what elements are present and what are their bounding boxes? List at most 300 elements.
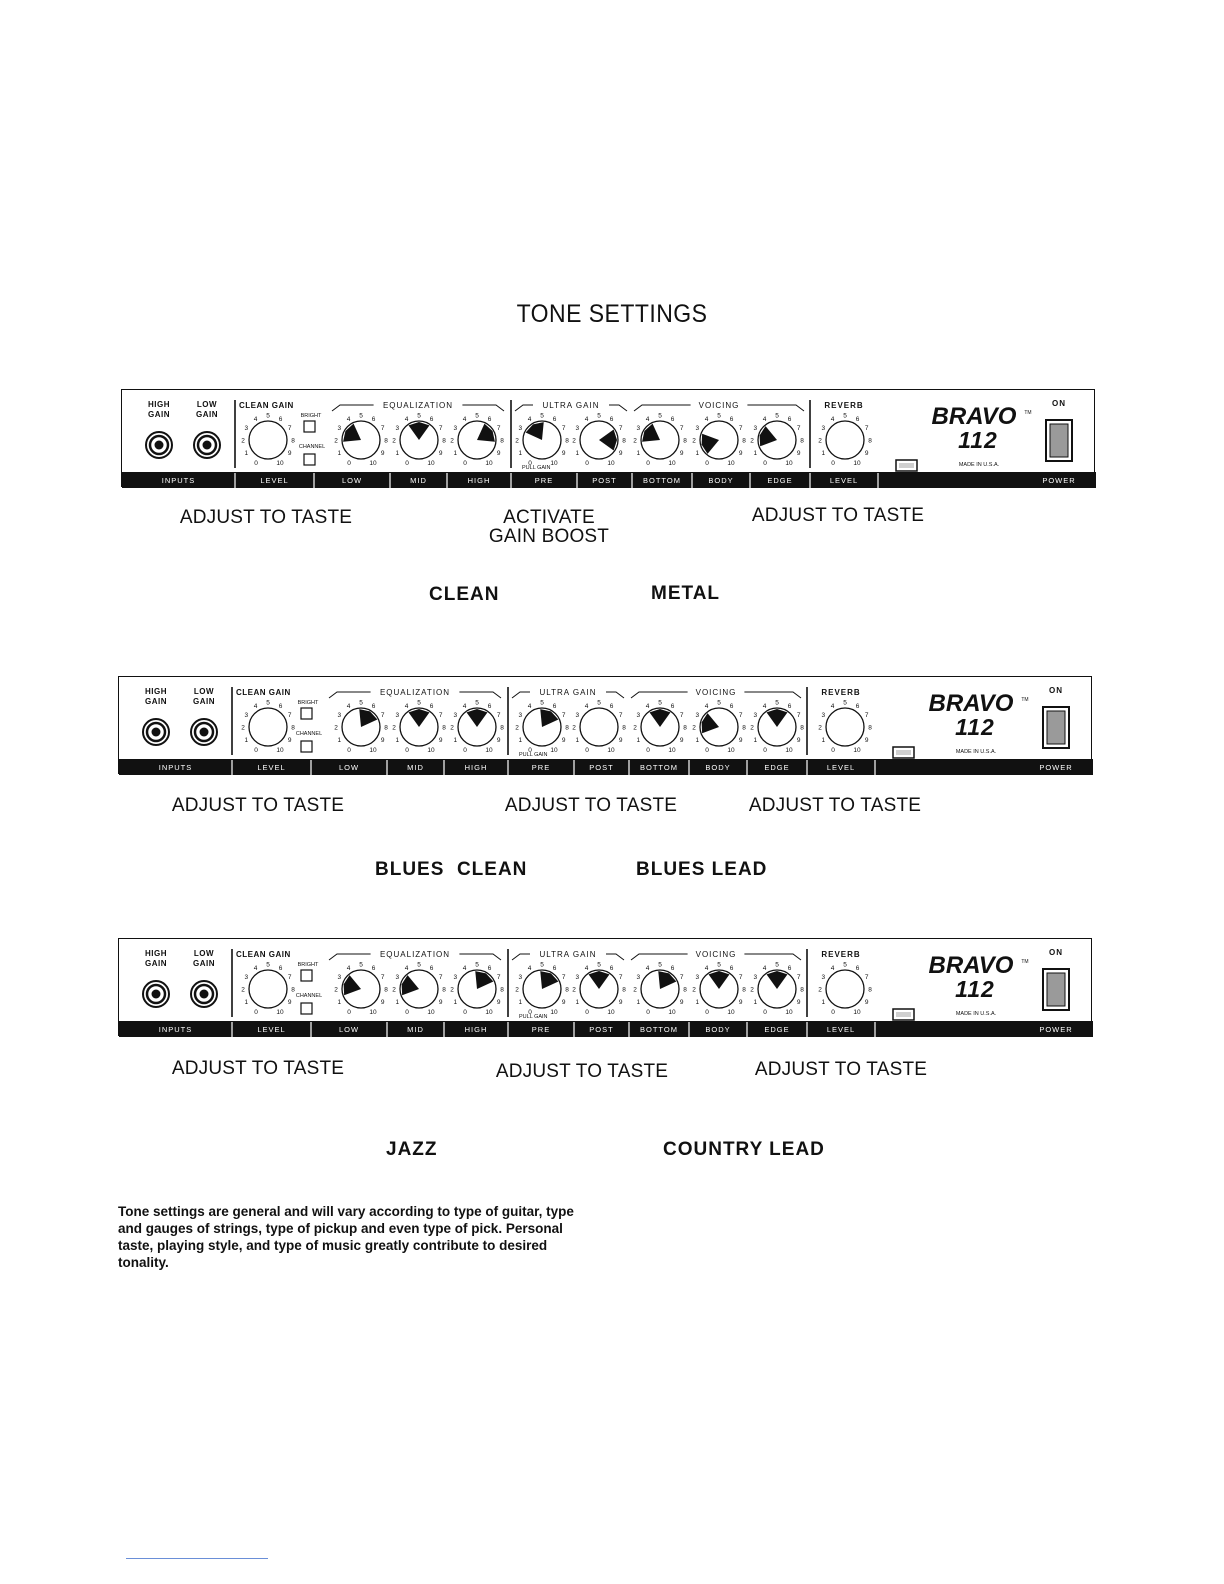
high-gain-label: HIGH: [145, 687, 167, 696]
dial-number: 9: [380, 450, 385, 457]
dial-number: 3: [395, 712, 400, 719]
dial-number: 2: [392, 724, 396, 732]
low-knob[interactable]: [334, 413, 388, 468]
dial-number: 4: [645, 702, 650, 710]
dial-number: 9: [864, 737, 869, 744]
dial-number: 6: [670, 964, 675, 972]
dial-number: 1: [244, 737, 249, 744]
dial-number: 4: [462, 415, 467, 423]
made-in-label: MADE IN U.S.A.: [958, 462, 1000, 468]
dial-number: 5: [359, 961, 363, 969]
dial-number: 3: [518, 712, 523, 719]
dial-number: 7: [796, 712, 801, 719]
channel-label: CHANNEL: [298, 444, 326, 450]
dial-number: 6: [278, 964, 283, 972]
high-knob[interactable]: [450, 962, 504, 1017]
bar-label: EDGE: [764, 763, 790, 772]
trademark: TM: [1024, 410, 1032, 416]
high-knob[interactable]: [450, 413, 504, 468]
dial-number: 2: [818, 724, 822, 732]
dial-number: 3: [575, 974, 580, 981]
reverb-level-knob[interactable]: [818, 962, 872, 1017]
voicing-bracket: [631, 688, 801, 698]
mid-knob[interactable]: [392, 413, 446, 468]
model-number: 112: [958, 427, 998, 453]
dial-number: 7: [380, 425, 385, 432]
dial-number: 3: [821, 712, 826, 719]
bright-switch[interactable]: [304, 421, 315, 432]
bar-label: LOW: [338, 763, 360, 772]
dial-number: 1: [244, 999, 249, 1006]
dial-number: 6: [729, 702, 734, 710]
dial-number: 10: [727, 747, 735, 754]
ultra-gain-bracket-label: ULTRA GAIN: [539, 950, 597, 959]
dial-number: 4: [404, 415, 409, 423]
dial-number: 5: [775, 699, 779, 707]
dial-number: 0: [646, 460, 650, 467]
clean-level-knob[interactable]: [241, 962, 295, 1017]
clean-level-knob[interactable]: [241, 413, 295, 468]
bottom-knob[interactable]: [633, 413, 687, 468]
equalization-bracket: [332, 401, 504, 411]
trademark: TM: [1021, 697, 1029, 703]
dial-number: 6: [552, 415, 557, 423]
post-knob[interactable]: [572, 962, 626, 1017]
pull-gain-label: PULL GAIN: [522, 465, 551, 471]
dial-number: 10: [427, 460, 435, 467]
bar-label: EDGE: [767, 476, 793, 485]
dial-number: 5: [266, 412, 270, 420]
dial-number: 10: [785, 460, 793, 467]
dial-number: 10: [485, 460, 493, 467]
bar-label: POST: [589, 1025, 614, 1034]
dial-number: 2: [392, 986, 396, 994]
dial-number: 6: [670, 702, 675, 710]
edge-knob[interactable]: [750, 700, 804, 755]
dial-number: 5: [417, 699, 421, 707]
dial-number: 8: [622, 724, 626, 732]
low-gain-label: GAIN: [193, 697, 215, 706]
bar-label: PRE: [531, 1025, 551, 1034]
dial-number: 2: [450, 437, 454, 445]
edge-knob[interactable]: [750, 413, 804, 468]
edge-knob[interactable]: [750, 962, 804, 1017]
dial-number: 0: [254, 1009, 258, 1016]
dial-number: 7: [864, 712, 869, 719]
low-gain-input-jack[interactable]: [191, 719, 217, 745]
dial-number: 8: [683, 986, 687, 994]
dial-number: 1: [395, 737, 400, 744]
low-knob[interactable]: [334, 962, 388, 1017]
dial-number: 6: [278, 702, 283, 710]
dial-number: 5: [540, 961, 544, 969]
bar-label: POWER: [1039, 1025, 1073, 1034]
dial-number: 9: [287, 450, 292, 457]
dial-number: 10: [727, 1009, 735, 1016]
voicing-bracket-label: VOICING: [698, 401, 740, 410]
setting-note: [728, 506, 948, 525]
dial-number: 2: [515, 437, 519, 445]
body-knob[interactable]: [692, 962, 746, 1017]
ultra-gain-bracket: [515, 401, 627, 411]
dial-number: 10: [727, 460, 735, 467]
dial-number: 3: [695, 425, 700, 432]
dial-number: 1: [337, 737, 342, 744]
dial-number: 10: [853, 747, 861, 754]
dial-number: 10: [276, 460, 284, 467]
dial-number: 5: [775, 412, 779, 420]
dial-number: 0: [405, 747, 409, 754]
high-gain-input-jack[interactable]: [143, 719, 169, 745]
voicing-bracket-label: VOICING: [695, 950, 737, 959]
bottom-knob[interactable]: [633, 962, 687, 1017]
bright-switch[interactable]: [301, 708, 312, 719]
dial-number: 10: [668, 460, 676, 467]
ultra-gain-bracket: [512, 950, 624, 960]
dial-number: 9: [618, 450, 623, 457]
dial-number: 2: [572, 986, 576, 994]
bar-label: LOW: [338, 1025, 360, 1034]
pre-knob[interactable]: [515, 700, 569, 755]
dial-number: 3: [453, 425, 458, 432]
dial-number: 1: [453, 737, 458, 744]
dial-number: 10: [485, 747, 493, 754]
dial-number: 0: [463, 460, 467, 467]
dial-number: 5: [775, 961, 779, 969]
dial-number: 1: [695, 737, 700, 744]
dial-number: 9: [796, 999, 801, 1006]
dial-number: 6: [609, 964, 614, 972]
dial-number: 5: [417, 412, 421, 420]
bar-label: LEVEL: [826, 763, 856, 772]
equalization-bracket: [329, 950, 501, 960]
dial-number: 0: [763, 460, 767, 467]
dial-number: 1: [453, 999, 458, 1006]
dial-number: 3: [636, 425, 641, 432]
dial-number: 8: [742, 437, 746, 445]
dial-number: 7: [679, 712, 684, 719]
channel-switch[interactable]: [301, 1003, 312, 1014]
dial-number: 2: [241, 986, 245, 994]
dial-number: 9: [287, 737, 292, 744]
dial-number: 2: [750, 986, 754, 994]
dial-number: 0: [705, 1009, 709, 1016]
dial-number: 4: [584, 702, 589, 710]
dial-number: 3: [395, 425, 400, 432]
bar-label: LEVEL: [257, 1025, 286, 1034]
dial-number: 4: [346, 415, 351, 423]
channel-switch[interactable]: [304, 454, 315, 465]
dial-number: 7: [738, 425, 743, 432]
dial-number: 1: [753, 999, 758, 1006]
dial-number: 5: [717, 699, 721, 707]
body-knob[interactable]: [692, 413, 746, 468]
setting-note: [731, 1060, 951, 1079]
pull-gain-label: PULL GAIN: [519, 752, 548, 758]
power-switch[interactable]: [1043, 707, 1069, 748]
dial-number: 2: [334, 986, 338, 994]
dial-number: 7: [287, 425, 292, 432]
dial-number: 9: [561, 450, 566, 457]
dial-number: 5: [843, 961, 847, 969]
dial-number: 8: [442, 437, 446, 445]
preset-name: COUNTRY LEAD: [663, 1139, 825, 1160]
dial-number: 2: [392, 437, 396, 445]
equalization-bracket-label: EQUALIZATION: [379, 950, 451, 959]
dial-number: 5: [475, 699, 479, 707]
dial-number: 6: [670, 415, 675, 423]
pre-knob[interactable]: [515, 413, 569, 468]
low-gain-input-jack[interactable]: [191, 981, 217, 1007]
dial-number: 8: [868, 986, 872, 994]
dial-number: 2: [334, 724, 338, 732]
setting-note: [439, 508, 659, 546]
trademark: TM: [1021, 959, 1029, 965]
bar-label: POWER: [1039, 763, 1073, 772]
dial-number: 10: [427, 1009, 435, 1016]
dial-number: 9: [618, 737, 623, 744]
dial-number: 10: [607, 747, 615, 754]
dial-number: 2: [633, 986, 637, 994]
dial-number: 2: [818, 437, 822, 445]
low-knob[interactable]: [334, 700, 388, 755]
bar-label: LOW: [341, 476, 363, 485]
dial-number: 9: [796, 450, 801, 457]
dial-number: 1: [395, 999, 400, 1006]
dial-number: 1: [395, 450, 400, 457]
low-gain-label: LOW: [193, 949, 215, 958]
dial-number: 9: [864, 999, 869, 1006]
dial-number: 10: [853, 460, 861, 467]
dial-number: 4: [253, 964, 258, 972]
dial-number: 8: [868, 437, 872, 445]
high-gain-label: GAIN: [145, 697, 167, 706]
power-switch[interactable]: [1046, 420, 1072, 461]
dial-number: 0: [347, 747, 351, 754]
dial-number: 8: [683, 437, 687, 445]
on-label: ON: [1049, 948, 1063, 957]
dial-number: 9: [380, 737, 385, 744]
dial-number: 10: [369, 747, 377, 754]
dial-number: 4: [584, 964, 589, 972]
dial-number: 8: [500, 437, 504, 445]
dial-number: 6: [729, 964, 734, 972]
dial-number: 8: [291, 724, 295, 732]
dial-number: 6: [787, 964, 792, 972]
bar-label: LEVEL: [826, 1025, 856, 1034]
dial-number: 7: [738, 712, 743, 719]
dial-number: 1: [575, 450, 580, 457]
bar-label: HIGH: [467, 476, 491, 485]
dial-number: 3: [337, 974, 342, 981]
dial-number: 6: [855, 415, 860, 423]
bright-label: BRIGHT: [297, 962, 319, 968]
dial-number: 4: [527, 415, 532, 423]
bottom-knob[interactable]: [633, 700, 687, 755]
dial-number: 0: [831, 460, 835, 467]
amp-panel: [118, 938, 1092, 1036]
dial-number: 7: [496, 425, 501, 432]
dial-number: 3: [244, 974, 249, 981]
dial-number: 8: [442, 724, 446, 732]
dial-number: 1: [753, 450, 758, 457]
reverb-level-knob[interactable]: [818, 413, 872, 468]
voicing-bracket: [631, 950, 801, 960]
bar-label: BODY: [705, 763, 731, 772]
dial-number: 6: [487, 415, 492, 423]
low-gain-input-jack[interactable]: [194, 432, 220, 458]
bar-label: INPUTS: [158, 1025, 193, 1034]
dial-number: 0: [831, 747, 835, 754]
dial-number: 10: [276, 1009, 284, 1016]
clean-level-knob[interactable]: [241, 700, 295, 755]
dial-number: 9: [738, 450, 743, 457]
dial-number: 6: [278, 415, 283, 423]
setting-note: [725, 796, 945, 815]
high-gain-input-jack[interactable]: [143, 981, 169, 1007]
dial-number: 0: [463, 1009, 467, 1016]
dial-number: 1: [821, 450, 826, 457]
dial-number: 3: [575, 425, 580, 432]
power-switch[interactable]: [1043, 969, 1069, 1010]
bar-label: BODY: [708, 476, 734, 485]
low-gain-label: GAIN: [193, 959, 215, 968]
dial-number: 5: [359, 412, 363, 420]
clean-gain-label: CLEAN GAIN: [236, 688, 291, 697]
pre-knob[interactable]: [515, 962, 569, 1017]
dial-number: 4: [346, 702, 351, 710]
dial-number: 6: [609, 702, 614, 710]
dial-number: 4: [527, 702, 532, 710]
dial-number: 4: [830, 702, 835, 710]
dial-number: 9: [679, 999, 684, 1006]
dial-number: 4: [527, 964, 532, 972]
dial-number: 10: [550, 1009, 558, 1016]
bar-label: MID: [407, 763, 424, 772]
dial-number: 0: [705, 460, 709, 467]
dial-number: 3: [244, 712, 249, 719]
setting-note-line: ADJUST TO TASTE: [504, 795, 678, 816]
dial-number: 5: [540, 699, 544, 707]
low-gain-label: LOW: [193, 687, 215, 696]
dial-number: 5: [266, 961, 270, 969]
channel-switch[interactable]: [301, 741, 312, 752]
dial-number: 9: [679, 737, 684, 744]
dial-number: 1: [575, 999, 580, 1006]
dial-number: 7: [496, 974, 501, 981]
dial-number: 5: [597, 699, 601, 707]
dial-number: 2: [572, 437, 576, 445]
dial-number: 2: [818, 986, 822, 994]
bar-label: BOTTOM: [640, 763, 678, 772]
dial-number: 9: [380, 999, 385, 1006]
dial-number: 5: [658, 961, 662, 969]
dial-number: 5: [658, 412, 662, 420]
bright-label: BRIGHT: [297, 700, 319, 706]
dial-number: 0: [347, 460, 351, 467]
dial-number: 9: [561, 737, 566, 744]
reverb-label: REVERB: [821, 950, 861, 959]
dial-number: 10: [668, 1009, 676, 1016]
bar-label: EDGE: [764, 1025, 790, 1034]
brand-logo: BRAVO: [928, 690, 1014, 717]
dial-number: 8: [742, 986, 746, 994]
dial-number: 3: [244, 425, 249, 432]
dial-number: 7: [679, 974, 684, 981]
dial-number: 3: [821, 974, 826, 981]
dial-number: 3: [753, 712, 758, 719]
dial-number: 0: [831, 1009, 835, 1016]
dial-number: 8: [384, 437, 388, 445]
dial-number: 6: [729, 415, 734, 423]
setting-note-line: ADJUST TO TASTE: [751, 505, 925, 526]
bar-label: PRE: [531, 763, 551, 772]
high-gain-label: GAIN: [145, 959, 167, 968]
dial-number: 8: [800, 986, 804, 994]
dial-number: 3: [453, 974, 458, 981]
dial-number: 10: [550, 747, 558, 754]
low-gain-label: LOW: [196, 400, 218, 409]
preset-name: CLEAN: [429, 584, 500, 605]
dial-number: 2: [692, 986, 696, 994]
bar-label: POST: [592, 476, 617, 485]
dial-number: 8: [565, 986, 569, 994]
dial-number: 5: [717, 961, 721, 969]
mid-knob[interactable]: [392, 962, 446, 1017]
dial-number: 1: [753, 737, 758, 744]
dial-number: 6: [487, 702, 492, 710]
dial-number: 3: [695, 712, 700, 719]
voicing-bracket-label: VOICING: [695, 688, 737, 697]
dial-number: 8: [622, 437, 626, 445]
preset-name: METAL: [651, 583, 721, 604]
dial-number: 4: [704, 964, 709, 972]
dial-number: 10: [668, 747, 676, 754]
mid-knob[interactable]: [392, 700, 446, 755]
bar-label: INPUTS: [158, 763, 193, 772]
bright-switch[interactable]: [301, 970, 312, 981]
setting-note-line: ADJUST TO TASTE: [495, 1061, 669, 1082]
model-number: 112: [955, 714, 995, 740]
dial-number: 4: [762, 964, 767, 972]
amp-panel: [118, 676, 1092, 774]
dial-number: 7: [438, 425, 443, 432]
high-gain-label: GAIN: [148, 410, 170, 419]
amp-panel: [121, 389, 1095, 487]
bar-label: BODY: [705, 1025, 731, 1034]
dial-number: 2: [633, 724, 637, 732]
equalization-bracket-label: EQUALIZATION: [382, 401, 454, 410]
dial-number: 9: [496, 737, 501, 744]
post-knob[interactable]: [572, 413, 626, 468]
body-knob[interactable]: [692, 700, 746, 755]
bar-label: INPUTS: [161, 476, 196, 485]
dial-number: 9: [738, 737, 743, 744]
high-gain-input-jack[interactable]: [146, 432, 172, 458]
page-title: TONE SETTINGS: [516, 300, 708, 328]
post-knob[interactable]: [572, 700, 626, 755]
dial-number: 8: [800, 437, 804, 445]
setting-note-line: ADJUST TO TASTE: [754, 1059, 928, 1080]
bar-label: POST: [589, 763, 614, 772]
setting-note: [148, 796, 368, 815]
bar-label: LEVEL: [257, 763, 286, 772]
dial-number: 9: [864, 450, 869, 457]
dial-number: 0: [405, 1009, 409, 1016]
dial-number: 0: [254, 460, 258, 467]
reverb-level-knob[interactable]: [818, 700, 872, 755]
high-knob[interactable]: [450, 700, 504, 755]
